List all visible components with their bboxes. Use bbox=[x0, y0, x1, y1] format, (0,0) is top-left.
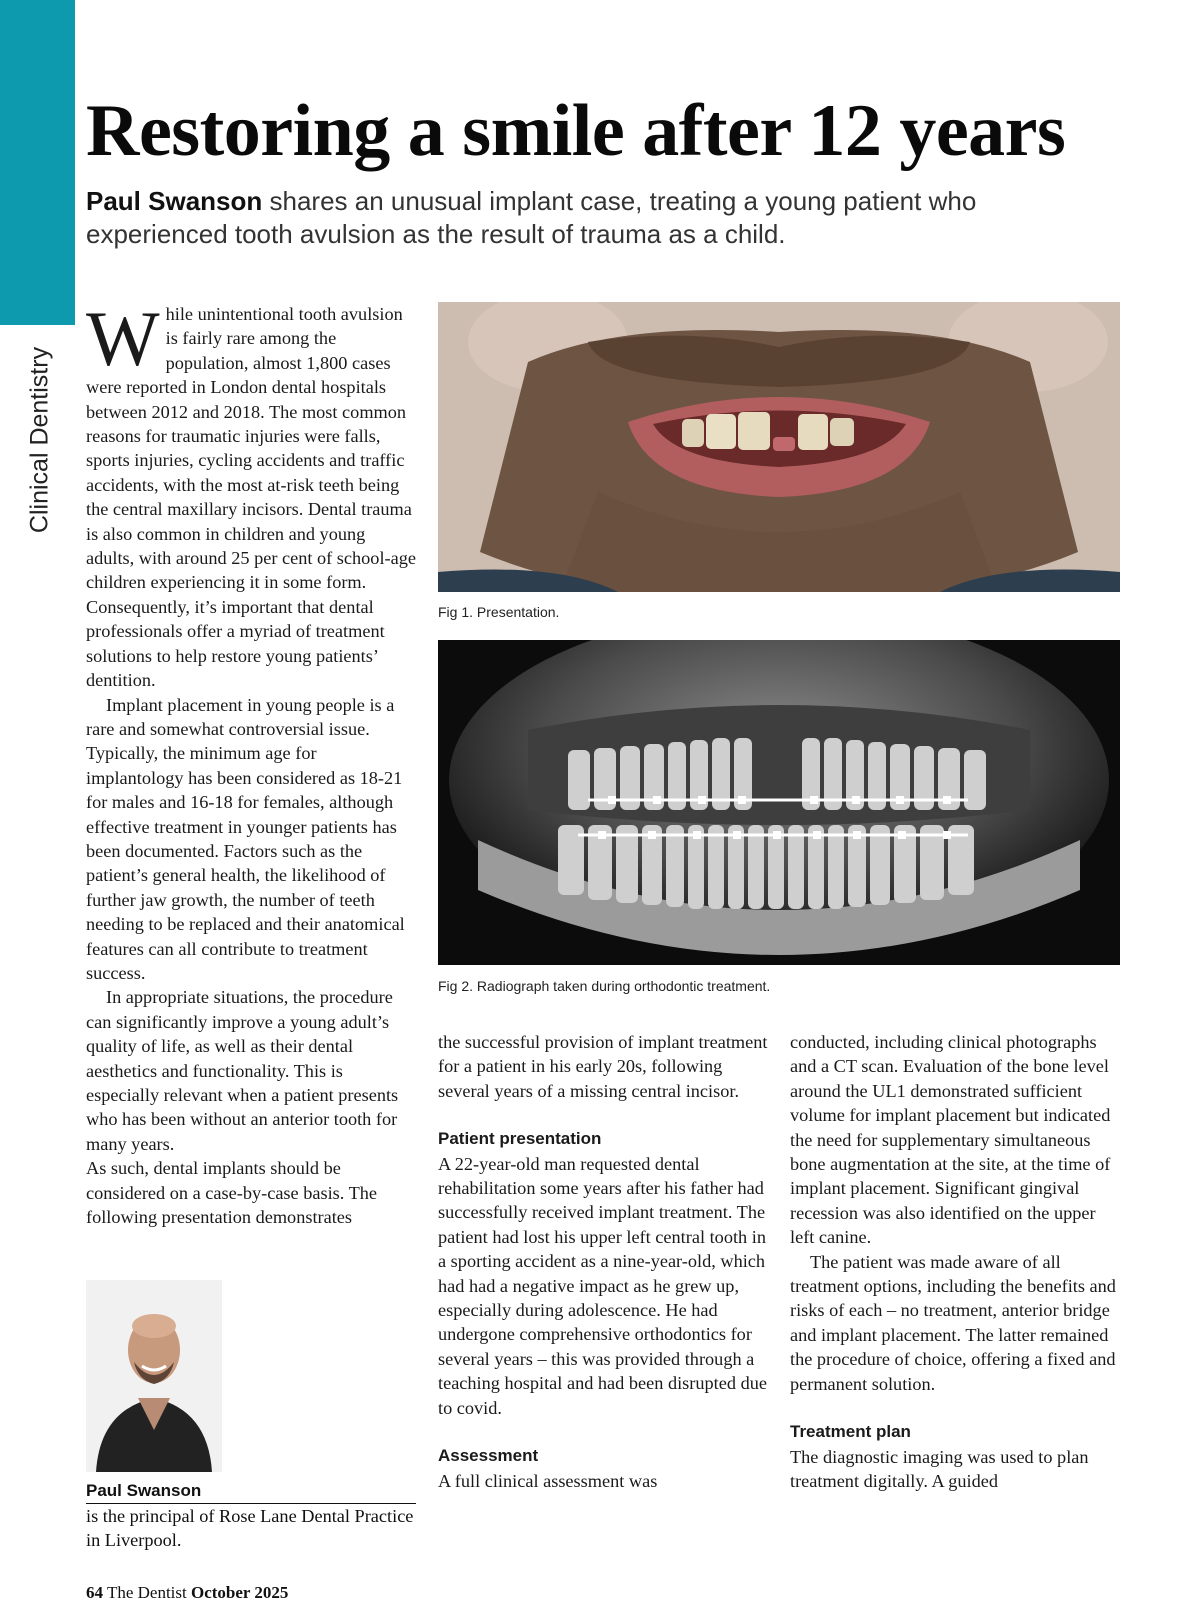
author-portrait bbox=[86, 1280, 222, 1472]
smile-photo-illustration bbox=[438, 302, 1120, 592]
article-column-1 bbox=[86, 295, 416, 1229]
issue-date: October 2025 bbox=[191, 1583, 289, 1602]
body-paragraph: the successful provision of implant treatment for a patient in his early 20s, following several years of a missing central incisor. bbox=[438, 1032, 768, 1101]
figure-1-caption: Fig 1. Presentation. bbox=[438, 604, 560, 620]
body-paragraph: The diagnostic imaging was used to plan treatment digitally. A guided bbox=[790, 1446, 1089, 1491]
figure-1-photo bbox=[438, 302, 1120, 592]
article-column-2 bbox=[438, 1030, 768, 1493]
subheading-treatment-plan: Treatment plan bbox=[790, 1422, 911, 1442]
article-column-3 bbox=[790, 1030, 1120, 1493]
section-label: Clinical Dentistry bbox=[25, 346, 54, 534]
body-paragraph: Implant placement in young people is a rare and somewhat controversial issue. Typically, the minimum age for implantology has been considered as 18-21 for males and 16-18 for females, although effective treatment in younger patients has been documented. Factors such as the patient’s general health, the likelihood of further jaw growth, the number of teeth needing to be replaced and their anatomical features can all contribute to treatment success. bbox=[86, 694, 405, 983]
body-paragraph: A 22-year-old man requested dental rehabilitation some years after his father had successfully received implant treatment. The patient had lost his upper left central tooth in a sporting accident as a nine-year-old, which had had a negative impact as he grew up, especially during adolescence. He had undergone comprehensive orthodontics for several years – this was provided through a teaching hospital and had been disrupted due to covid. bbox=[438, 1153, 767, 1418]
section-color-bar bbox=[0, 0, 75, 325]
article-headline: Restoring a smile after 12 years bbox=[86, 90, 1066, 172]
article-standfirst bbox=[86, 185, 1086, 251]
standfirst-author: Paul Swanson bbox=[86, 186, 263, 216]
publication-name: The Dentist bbox=[106, 1583, 187, 1602]
author-bio: is the principal of Rose Lane Dental Practice in Liverpool. bbox=[86, 1506, 414, 1551]
figure-2-radiograph bbox=[438, 640, 1120, 965]
page-number: 64 bbox=[86, 1583, 103, 1602]
panoramic-xray-illustration bbox=[438, 640, 1120, 965]
author-name: Paul Swanson bbox=[86, 1480, 416, 1504]
page-footer bbox=[86, 1583, 288, 1603]
body-paragraph: While unintentional tooth avulsion is fairly rare among the population, almost 1,800 cases were reported in London dental hospitals between 2012 and 2018. The most common reasons for traumatic injuries were falls, sports injuries, cycling accidents and traffic accidents, with the most at-risk teeth being the central maxillary incisors. Dental trauma is also common in children and young adults, with around 25 per cent of school-age children experiencing it in some form. Consequently, it’s important that dental professionals offer a myriad of treatment solutions to help restore young patients’ dentition. bbox=[86, 295, 416, 691]
body-paragraph: conducted, including clinical photographs and a CT scan. Evaluation of the bone level around the UL1 demonstrated sufficient volume for implant placement but indicated the need for supplementary simultaneous bone augmentation at the site, at the time of implant placement. Significant gingival recession was also identified on the upper left canine. bbox=[790, 1032, 1111, 1248]
standfirst-text: shares an unusual implant case, treating a young patient who experienced tooth avulsion as the result of trauma as a child. bbox=[86, 186, 977, 249]
body-paragraph: As such, dental implants should be considered on a case-by-case basis. The following presentation demonstrates bbox=[86, 1158, 378, 1228]
figure-2-caption: Fig 2. Radiograph taken during orthodontic treatment. bbox=[438, 978, 771, 994]
author-portrait-illustration bbox=[86, 1280, 222, 1472]
body-paragraph: In appropriate situations, the procedure can significantly improve a young adult’s quality of life, as well as their dental aesthetics and functionality. This is especially relevant when a patient presents who has been without an anterior tooth for many years. bbox=[86, 987, 399, 1154]
drop-cap: W bbox=[86, 295, 160, 382]
subheading-assessment: Assessment bbox=[438, 1446, 539, 1466]
body-paragraph: The patient was made aware of all treatment options, including the benefits and risks of each – no treatment, anterior bridge and implant placement. The latter remained the procedure of choice, offering a fixed and permanent solution. bbox=[790, 1251, 1116, 1394]
body-paragraph: A full clinical assessment was bbox=[438, 1470, 658, 1491]
subheading-patient-presentation: Patient presentation bbox=[438, 1129, 602, 1149]
